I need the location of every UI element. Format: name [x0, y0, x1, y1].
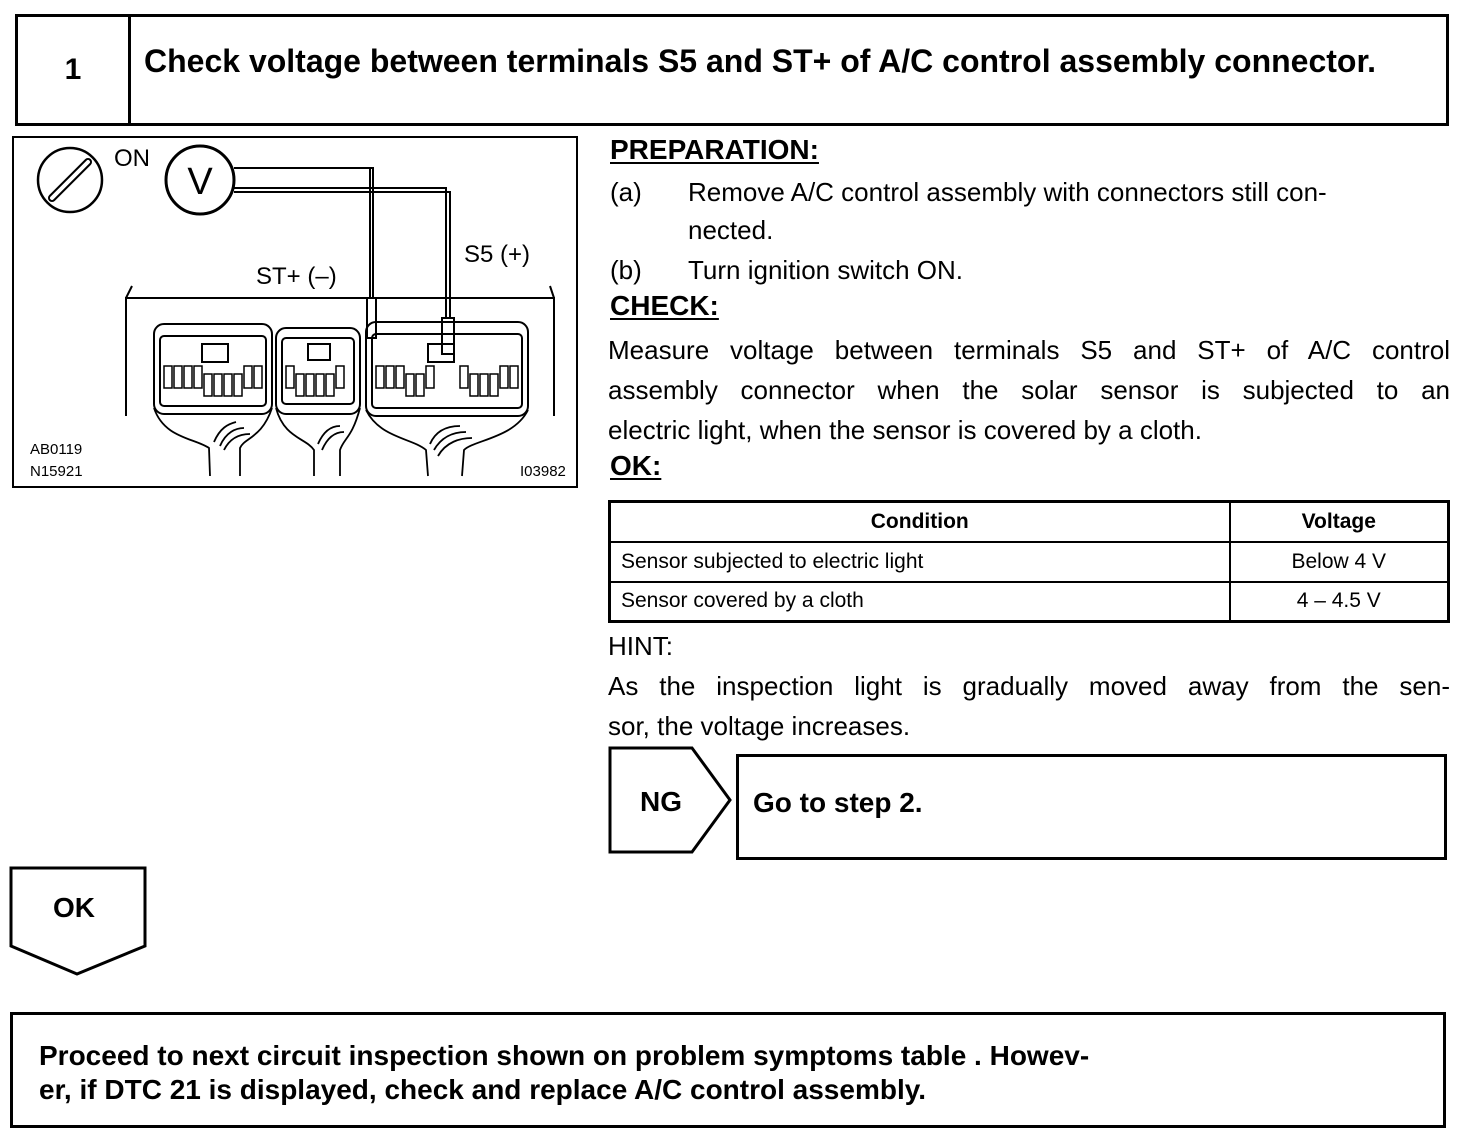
- ok-label: OK: [53, 892, 95, 923]
- diagram-ref-code-1: AB0119: [30, 441, 83, 458]
- step-title: Check voltage between terminals S5 and ST+ of A/C control assembly connector.: [144, 43, 1377, 79]
- prep-item-a-marker: (a): [610, 177, 642, 207]
- final-instruction-text: [39, 1039, 1089, 1107]
- ng-action-box: [736, 754, 1447, 860]
- ng-action-text: Go to step 2.: [753, 787, 923, 818]
- step-header: [15, 14, 1449, 126]
- hint-label: HINT:: [608, 631, 673, 661]
- voltmeter-icon: [166, 146, 234, 214]
- final-instruction-box: [10, 1012, 1446, 1128]
- prep-item-b-marker: (b): [610, 255, 642, 285]
- connector-diagram: [12, 136, 578, 488]
- final-line-1: Proceed to next circuit inspection shown on problem symptoms table . Howev-: [39, 1040, 1090, 1071]
- table-row: [610, 542, 1449, 582]
- preparation-heading: PREPARATION:: [610, 134, 819, 165]
- table-header-condition: Condition: [610, 502, 1230, 542]
- ignition-switch-icon: [38, 148, 102, 212]
- hint-line-2: sor, the voltage increases.: [608, 711, 911, 741]
- ng-label: NG: [640, 786, 682, 817]
- table-cell-voltage: Below 4 V: [1230, 542, 1449, 582]
- table-cell-condition: Sensor covered by a cloth: [610, 582, 1230, 622]
- check-line-1: Measure voltage between terminals S5 and ST+ of A/C control: [608, 335, 1450, 365]
- check-heading: CHECK:: [610, 290, 719, 321]
- table-header-voltage: Voltage: [1230, 502, 1449, 542]
- check-line-2: assembly connector when the solar sensor is subjected to an: [608, 375, 1450, 405]
- probe-positive-label: S5 (+): [464, 241, 531, 268]
- prep-item-a-text: Remove A/C control assembly with connectors still con-: [688, 177, 1327, 207]
- diagram-ref-code-2: N15921: [30, 463, 83, 480]
- table-header-row: [610, 502, 1449, 542]
- probe-negative-label: ST+ (–): [256, 263, 337, 290]
- ok-spec-table: [608, 500, 1450, 623]
- table-row: [610, 582, 1449, 622]
- hint-line-1: As the inspection light is gradually moved away from the sen-: [608, 671, 1450, 701]
- voltmeter-symbol: V: [187, 161, 213, 203]
- prep-item-a-continuation: nected.: [688, 215, 774, 245]
- check-line-3: electric light, when the sensor is covered by a cloth.: [608, 415, 1202, 445]
- diagram-drawing: [14, 138, 576, 486]
- prep-item-b-text: Turn ignition switch ON.: [688, 255, 964, 285]
- ok-heading: OK:: [610, 450, 662, 481]
- step-number: 1: [18, 17, 131, 123]
- table-cell-condition: Sensor subjected to electric light: [610, 542, 1230, 582]
- table-cell-voltage: 4 – 4.5 V: [1230, 582, 1449, 622]
- diagram-ref-code-3: I03982: [520, 463, 566, 480]
- final-line-2: er, if DTC 21 is displayed, check and replace A/C control assembly.: [39, 1074, 927, 1105]
- ignition-on-label: ON: [114, 145, 150, 172]
